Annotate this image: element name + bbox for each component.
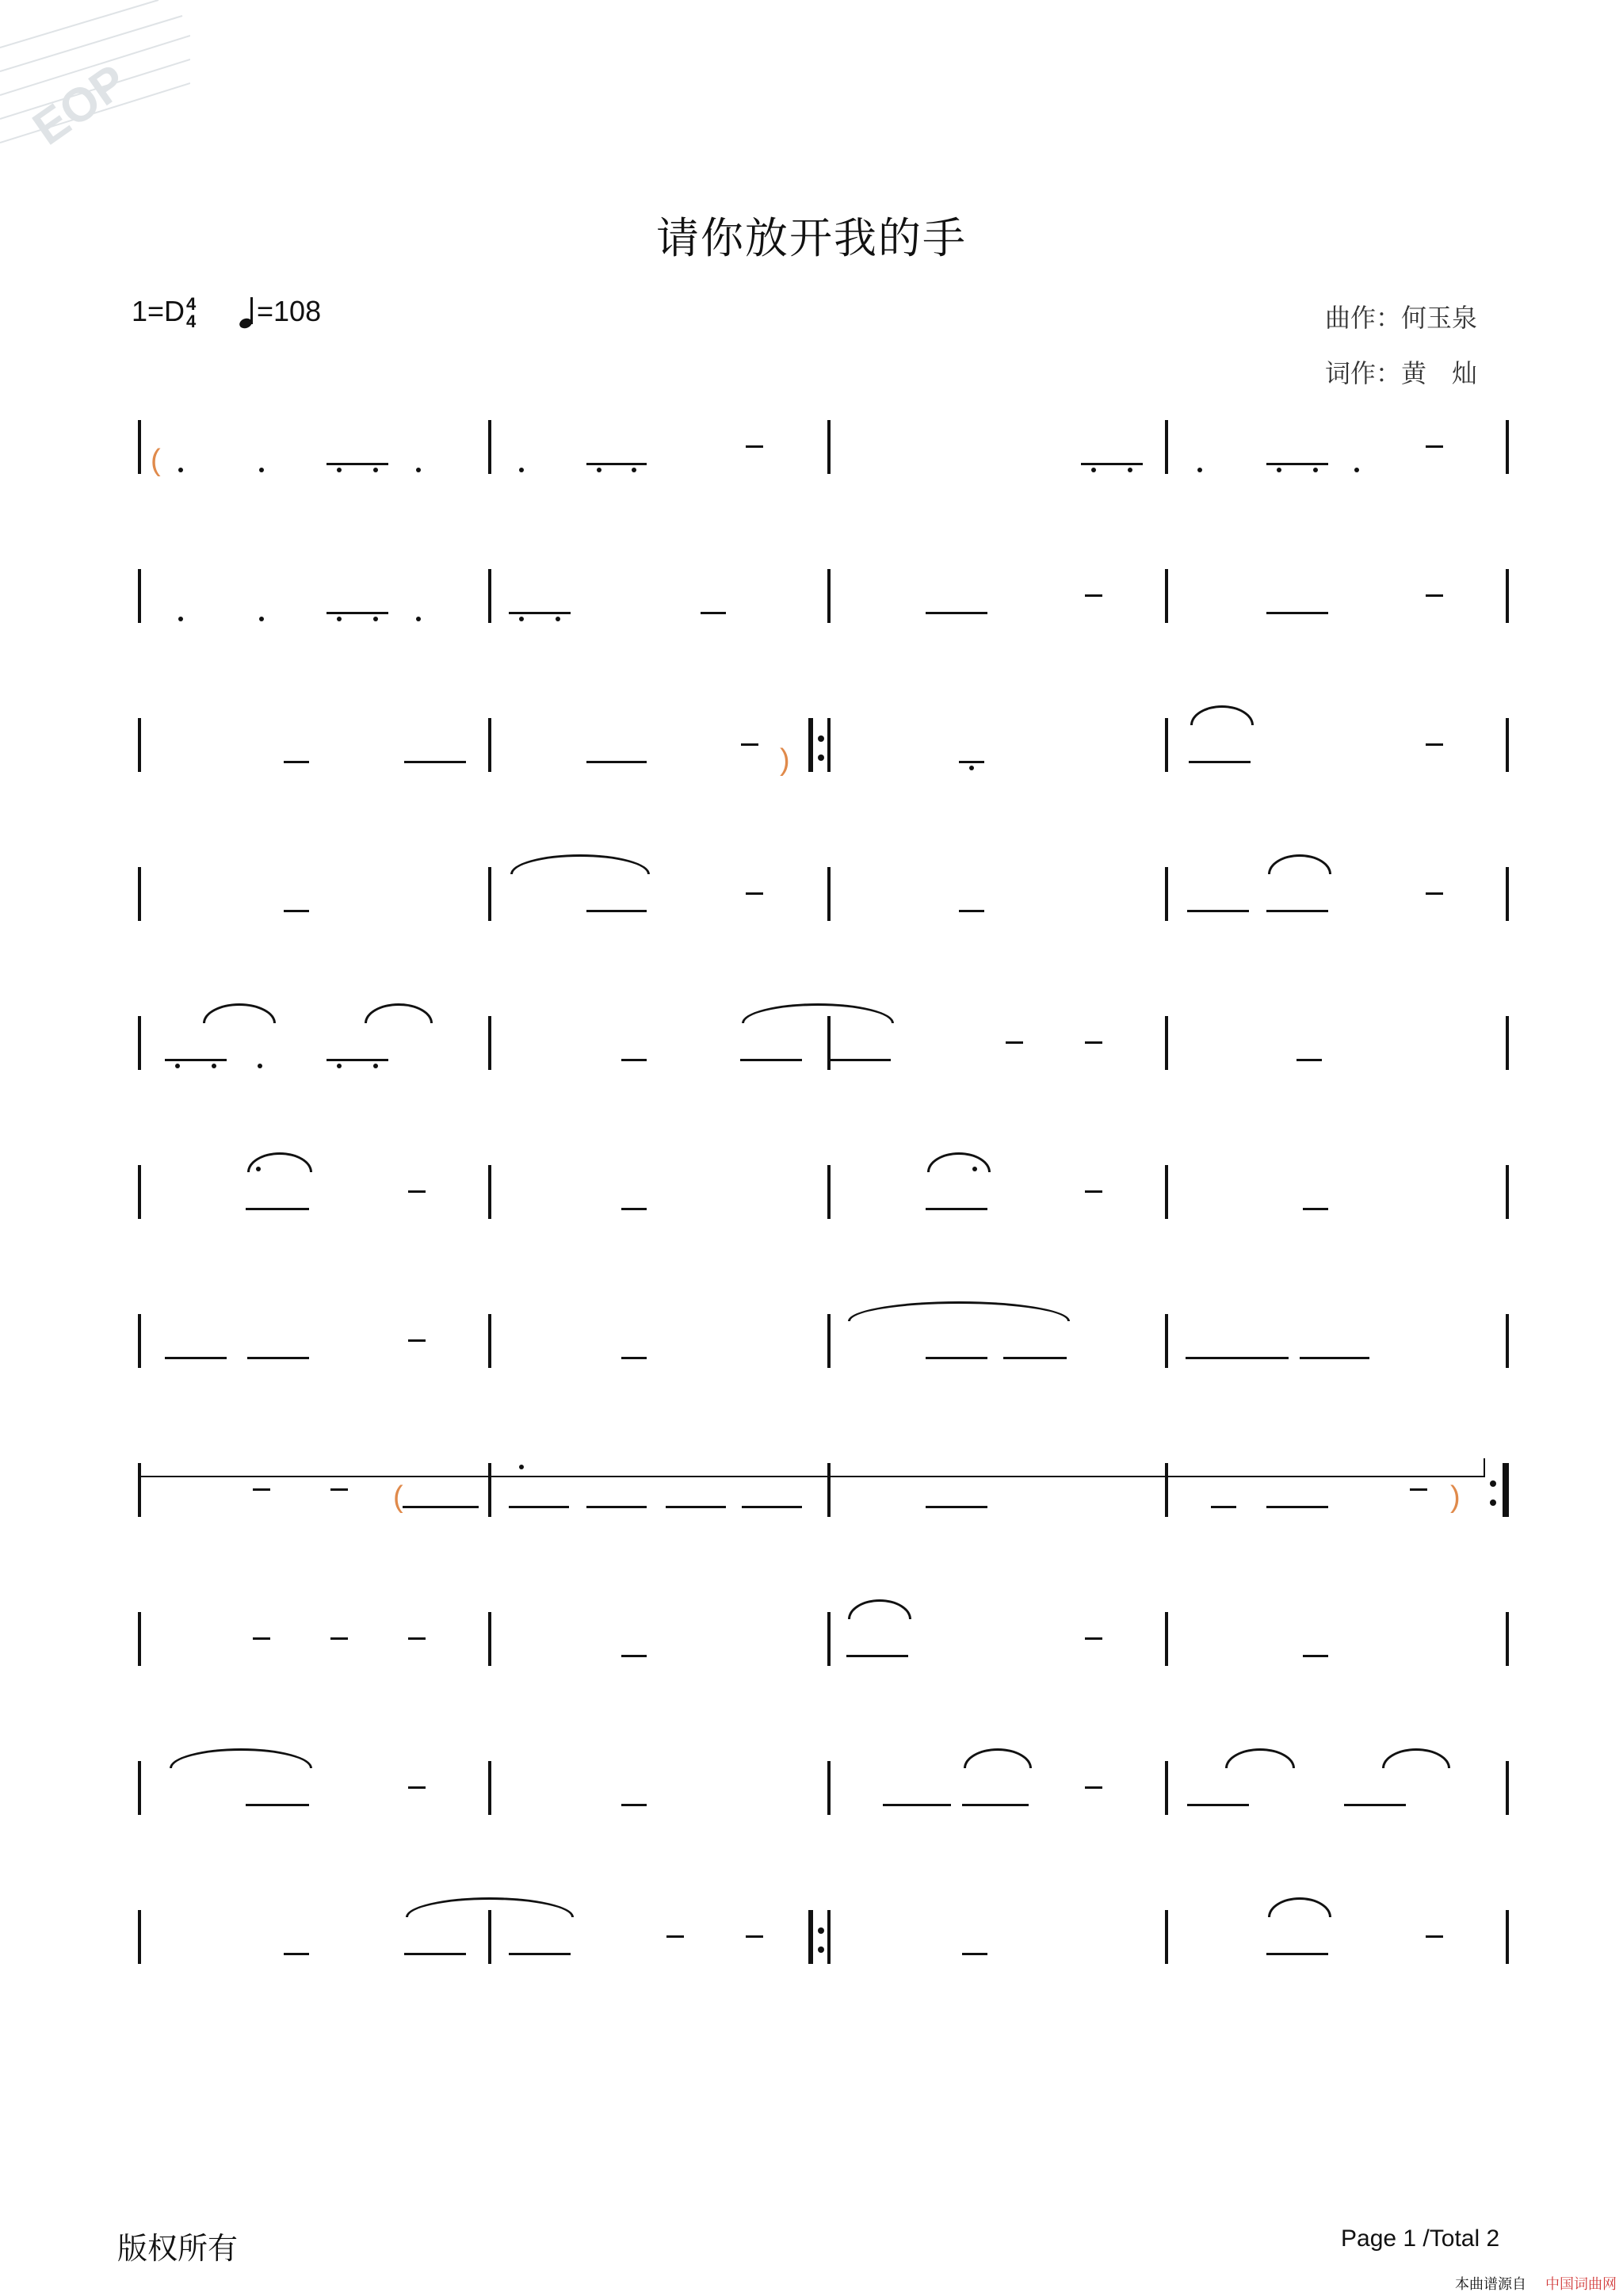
low-octave-dot <box>212 1064 216 1068</box>
bar-line <box>488 867 491 921</box>
bar-line <box>488 1910 491 1964</box>
dash-sustain <box>666 1935 684 1938</box>
low-octave-dot <box>519 617 524 621</box>
bar-line <box>488 1016 491 1070</box>
beam-underline <box>621 1804 647 1806</box>
beam-underline <box>926 1357 987 1359</box>
bar-line <box>827 1761 831 1815</box>
lyricist-credit: 词作：黄 灿 <box>1325 358 1478 388</box>
copyright-notice: 版权所有 <box>117 2233 239 2266</box>
beam-underline <box>403 1506 479 1508</box>
beam-underline <box>962 1953 987 1955</box>
beam-underline <box>1266 1953 1328 1955</box>
bar-line <box>138 1910 141 1964</box>
beam-underline <box>621 1655 647 1657</box>
repeat-dot <box>818 735 824 742</box>
slur-tie <box>170 1748 312 1768</box>
slur-tie <box>510 854 650 874</box>
low-octave-dot <box>1354 468 1359 472</box>
beam-underline <box>1187 1804 1249 1806</box>
bar-line <box>138 1314 141 1368</box>
low-octave-dot <box>519 468 524 472</box>
beam-underline <box>165 1059 227 1061</box>
eop-watermark-logo <box>0 0 190 190</box>
bar-line <box>1165 569 1168 623</box>
beam-underline <box>586 910 647 912</box>
low-octave-dot <box>258 1064 262 1068</box>
repeat-dot <box>1490 1499 1496 1506</box>
dash-sustain <box>1085 1041 1102 1044</box>
final-bar-thick <box>1503 1463 1507 1517</box>
bar-line <box>1165 1165 1168 1219</box>
bar-line <box>138 420 141 474</box>
bar-line <box>488 1612 491 1666</box>
beam-underline <box>586 761 647 763</box>
low-octave-dot <box>597 468 601 472</box>
dash-sustain <box>408 1339 426 1342</box>
bar-line <box>827 569 831 623</box>
bar-line <box>1506 1016 1509 1070</box>
beam-underline <box>509 612 571 614</box>
bar-line <box>827 1463 831 1517</box>
low-octave-dot <box>1128 468 1132 472</box>
dash-sustain <box>1426 594 1443 597</box>
beam-underline <box>284 910 309 912</box>
bar-line <box>1165 1761 1168 1815</box>
beam-underline <box>1266 612 1328 614</box>
low-octave-dot <box>1313 468 1318 472</box>
dash-sustain <box>1085 1637 1102 1640</box>
beam-underline <box>1186 1357 1289 1359</box>
repeat-dot <box>818 1946 824 1953</box>
beam-underline <box>666 1506 726 1508</box>
beam-underline <box>621 1357 647 1359</box>
slur-tie <box>1225 1748 1295 1768</box>
beam-underline <box>284 761 309 763</box>
dash-sustain <box>1426 1935 1443 1938</box>
bar-line <box>488 1761 491 1815</box>
beam-underline <box>1303 1655 1328 1657</box>
beam-underline <box>962 1804 1029 1806</box>
dash-sustain <box>1006 1041 1023 1044</box>
intro-close-paren: ) <box>780 743 790 777</box>
beam-underline <box>1344 1804 1406 1806</box>
song-title: 请你放开我的手 <box>656 213 967 263</box>
interlude-open-paren: ( <box>393 1480 403 1514</box>
beam-underline <box>621 1059 647 1061</box>
bar-line <box>1165 420 1168 474</box>
volta-bracket-top <box>141 1476 1485 1477</box>
low-octave-dot <box>1091 468 1096 472</box>
bar-line <box>827 1016 831 1070</box>
dash-sustain <box>1085 594 1102 597</box>
low-octave-dot <box>416 617 421 621</box>
beam-underline <box>509 1506 569 1508</box>
dash-sustain <box>1426 445 1443 448</box>
tempo-marking <box>239 295 321 328</box>
bar-line <box>827 1165 831 1219</box>
quarter-note-icon <box>239 296 257 328</box>
beam-underline <box>1303 1208 1328 1210</box>
beam-underline <box>404 761 466 763</box>
bar-line <box>827 1910 831 1964</box>
low-octave-dot <box>337 617 342 621</box>
dash-sustain <box>253 1488 270 1491</box>
dash-sustain <box>330 1637 348 1640</box>
beam-underline <box>404 1953 466 1955</box>
bar-line <box>827 1314 831 1368</box>
dash-sustain <box>408 1190 426 1193</box>
dash-sustain <box>1426 892 1443 895</box>
bar-line <box>1165 1016 1168 1070</box>
beam-underline <box>1296 1059 1322 1061</box>
low-octave-dot <box>556 617 560 621</box>
repeat-dot <box>818 1927 824 1934</box>
beam-underline <box>327 463 388 465</box>
dash-sustain <box>1426 743 1443 746</box>
bar-line <box>488 569 491 623</box>
volta-bracket-side <box>1484 1458 1485 1477</box>
beam-underline <box>509 1953 571 1955</box>
beam-underline <box>247 1357 309 1359</box>
low-octave-dot <box>259 617 264 621</box>
time-signature <box>186 296 196 330</box>
key-signature <box>132 295 196 330</box>
bar-line <box>138 1612 141 1666</box>
beam-underline <box>926 1506 987 1508</box>
dash-sustain <box>330 1488 348 1491</box>
beam-underline <box>165 1357 227 1359</box>
bar-line <box>1165 1612 1168 1666</box>
bar-line <box>827 867 831 921</box>
slur-tie <box>203 1003 276 1023</box>
beam-underline <box>740 1059 802 1061</box>
watermark-text: EOP <box>23 54 136 155</box>
bar-line <box>1506 867 1509 921</box>
bar-line <box>827 420 831 474</box>
beam-underline <box>926 1208 987 1210</box>
bar-line <box>1165 1910 1168 1964</box>
slur-tie <box>1190 705 1254 725</box>
bar-line <box>488 1314 491 1368</box>
bar-line <box>1165 867 1168 921</box>
beam-underline <box>829 1059 891 1061</box>
slur-tie <box>247 1152 312 1172</box>
beam-underline <box>926 612 987 614</box>
beam-underline <box>586 1506 647 1508</box>
dash-sustain <box>746 1935 763 1938</box>
low-octave-dot <box>416 468 421 472</box>
beam-underline <box>959 910 984 912</box>
bar-line <box>1165 1314 1168 1368</box>
time-top: 4 <box>186 294 197 315</box>
low-octave-dot <box>337 1064 342 1068</box>
bar-line <box>1506 1165 1509 1219</box>
interlude-close-paren: ) <box>1450 1480 1461 1514</box>
repeat-dot <box>1490 1480 1496 1487</box>
dash-sustain <box>746 445 763 448</box>
beam-underline <box>1081 463 1143 465</box>
bar-line <box>138 1016 141 1070</box>
beam-underline <box>701 612 726 614</box>
time-bottom: 4 <box>186 311 197 332</box>
repeat-start-thick-2 <box>808 1910 813 1964</box>
bar-line <box>1506 569 1509 623</box>
slur-tie <box>1382 1748 1450 1768</box>
repeat-start-thick <box>808 718 813 772</box>
bar-line <box>138 1761 141 1815</box>
slur-tie <box>848 1301 1070 1321</box>
low-octave-dot <box>337 468 342 472</box>
dash-sustain <box>1410 1488 1427 1491</box>
tempo-value: =108 <box>257 295 322 327</box>
beam-underline <box>1003 1357 1067 1359</box>
beam-underline <box>327 1059 388 1061</box>
dash-sustain <box>253 1637 270 1640</box>
low-octave-dot <box>1197 468 1202 472</box>
beam-underline <box>1266 463 1328 465</box>
slur-tie <box>742 1003 894 1023</box>
slur-tie <box>365 1003 433 1023</box>
beam-underline <box>246 1804 309 1806</box>
bar-line <box>1506 1910 1509 1964</box>
beam-underline <box>1187 910 1249 912</box>
beam-underline <box>846 1655 908 1657</box>
bar-line <box>138 867 141 921</box>
page-indicator: Page 1 /Total 2 <box>1341 2225 1500 2252</box>
low-octave-dot <box>373 468 378 472</box>
beam-underline <box>1266 910 1328 912</box>
bar-line <box>827 1612 831 1666</box>
bar-line <box>1506 420 1509 474</box>
key-label: 1=D <box>132 295 185 327</box>
low-octave-dot <box>373 1064 378 1068</box>
bar-line <box>488 1165 491 1219</box>
low-octave-dot <box>632 468 636 472</box>
dash-sustain <box>746 892 763 895</box>
slur-tie <box>848 1599 911 1619</box>
dash-sustain <box>1085 1786 1102 1789</box>
slur-tie <box>927 1152 991 1172</box>
beam-underline <box>742 1506 802 1508</box>
composer-credit: 曲作：何玉泉 <box>1325 303 1478 333</box>
beam-underline <box>1266 1506 1328 1508</box>
dash-sustain <box>741 743 758 746</box>
bar-line <box>138 1463 141 1517</box>
high-octave-dot <box>519 1465 524 1469</box>
slur-tie <box>1268 1897 1331 1917</box>
bar-line <box>488 1463 491 1517</box>
beam-underline <box>284 1953 309 1955</box>
slur-tie <box>964 1748 1032 1768</box>
low-octave-dot <box>178 468 183 472</box>
low-octave-dot <box>373 617 378 621</box>
bar-line <box>827 718 831 772</box>
bar-line <box>1506 1314 1509 1368</box>
dash-sustain <box>408 1637 426 1640</box>
beam-underline <box>621 1208 647 1210</box>
dash-sustain <box>1085 1190 1102 1193</box>
repeat-dot <box>818 755 824 761</box>
beam-underline <box>959 761 984 763</box>
low-octave-dot <box>969 766 974 770</box>
beam-underline <box>586 463 647 465</box>
beam-underline <box>1211 1506 1236 1508</box>
beam-underline <box>327 612 388 614</box>
bar-line <box>1506 1612 1509 1666</box>
bar-line <box>1506 718 1509 772</box>
bar-line <box>138 718 141 772</box>
bar-line <box>488 718 491 772</box>
beam-underline <box>883 1804 951 1806</box>
beam-underline <box>1189 761 1251 763</box>
beam-underline <box>1300 1357 1369 1359</box>
bar-line <box>138 569 141 623</box>
low-octave-dot <box>175 1064 180 1068</box>
bar-line <box>1165 718 1168 772</box>
low-octave-dot <box>178 617 183 621</box>
source-label: 本曲谱源自 <box>1455 2276 1526 2292</box>
slur-tie <box>1268 854 1331 874</box>
intro-open-paren: ( <box>151 444 161 477</box>
low-octave-dot <box>259 468 264 472</box>
bar-line <box>1165 1463 1168 1517</box>
bar-line <box>1506 1761 1509 1815</box>
dash-sustain <box>408 1786 426 1789</box>
low-octave-dot <box>1277 468 1281 472</box>
source-site: 中国词曲网 <box>1545 2276 1617 2292</box>
slur-tie <box>406 1897 574 1917</box>
beam-underline <box>246 1208 309 1210</box>
bar-line <box>488 420 491 474</box>
bar-line <box>138 1165 141 1219</box>
